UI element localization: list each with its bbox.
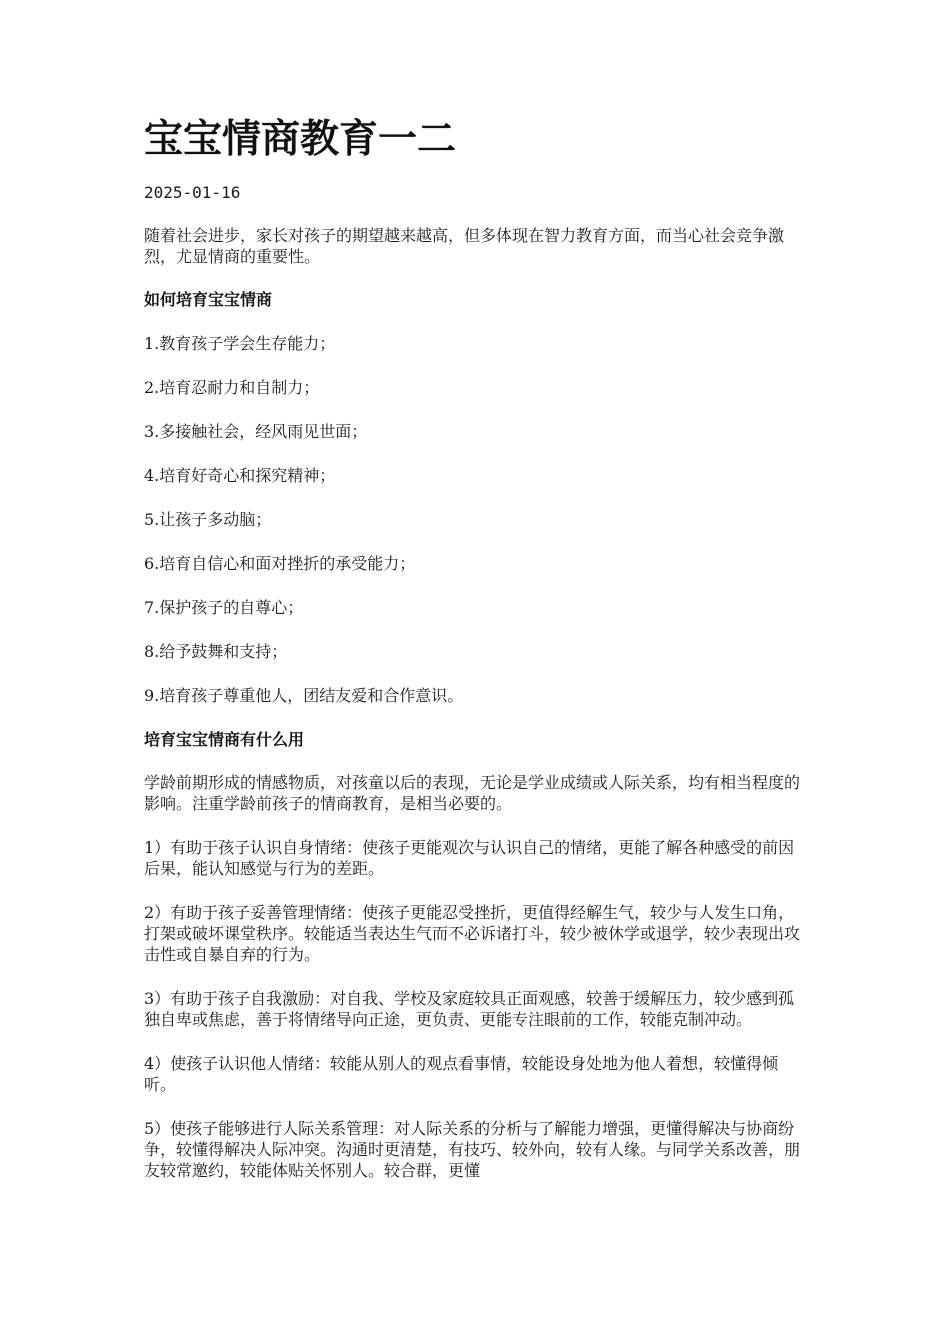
publish-date: 2025-01-16 (144, 183, 241, 202)
list-item: 9.培育孩子尊重他人，团结友爱和合作意识。 (144, 686, 464, 705)
section-heading-use: 培育宝宝情商有什么用 (144, 730, 305, 749)
list-item: 1.教育孩子学会生存能力； (144, 334, 336, 353)
list-item: 8.给予鼓舞和支持； (144, 642, 288, 661)
benefit-paragraph: 4）使孩子认识他人情绪：较能从别人的观点看事情，较能设身处地为他人着想，较懂得倾听。 (144, 1054, 779, 1094)
section-lead-paragraph: 学龄前期形成的情感物质，对孩童以后的表现，无论是学业成绩或人际关系，均有相当程度的影响。注重学龄前孩子的情商教育，是相当必要的。 (144, 773, 801, 813)
benefit-paragraph: 2）有助于孩子妥善管理情绪：使孩子更能忍受挫折，更值得经解生气，较少与人发生口角，打架或破坏课堂秩序。较能适当表达生气而不必诉诸打斗，较少被休学或退学，较少表现出攻击性或自暴自弃的行为。 (144, 903, 801, 964)
intro-paragraph: 随着社会进步，家长对孩子的期望越来越高，但多体现在智力教育方面，而当心社会竞争激烈，尤显情商的重要性。 (144, 226, 785, 266)
benefit-paragraph: 1）有助于孩子认识自身情绪：使孩子更能观次与认识自己的情绪，更能了解各种感受的前因后果，能认知感觉与行为的差距。 (144, 838, 795, 878)
benefit-paragraph: 5）使孩子能够进行人际关系管理：对人际关系的分析与了解能力增强，更懂得解决与协商纷争，较懂得解决人际冲突。沟通时更清楚，有技巧、较外向，较有人缘。与同学关系改善，朋友较常邀约，较能体贴关怀别人。较合群，更懂 (144, 1119, 801, 1180)
benefit-paragraph: 3）有助于孩子自我激励：对自我、学校及家庭较具正面观感，较善于缓解压力，较少感到孤独自卑或焦虑，善于将情绪导向正途，更负责、更能专注眼前的工作，较能克制冲动。 (144, 989, 795, 1029)
document-page (144, 110, 809, 1181)
page-title: 宝宝情商教育一二 (144, 117, 457, 162)
list-item: 4.培育好奇心和探究精神； (144, 466, 336, 485)
list-item: 6.培育自信心和面对挫折的承受能力； (144, 554, 416, 573)
section-heading-how: 如何培育宝宝情商 (144, 290, 273, 309)
list-item: 5.让孩子多动脑； (144, 510, 272, 529)
list-item: 2.培育忍耐力和自制力； (144, 378, 320, 397)
list-item: 3.多接触社会，经风雨见世面； (144, 422, 368, 441)
list-item: 7.保护孩子的自尊心； (144, 598, 304, 617)
